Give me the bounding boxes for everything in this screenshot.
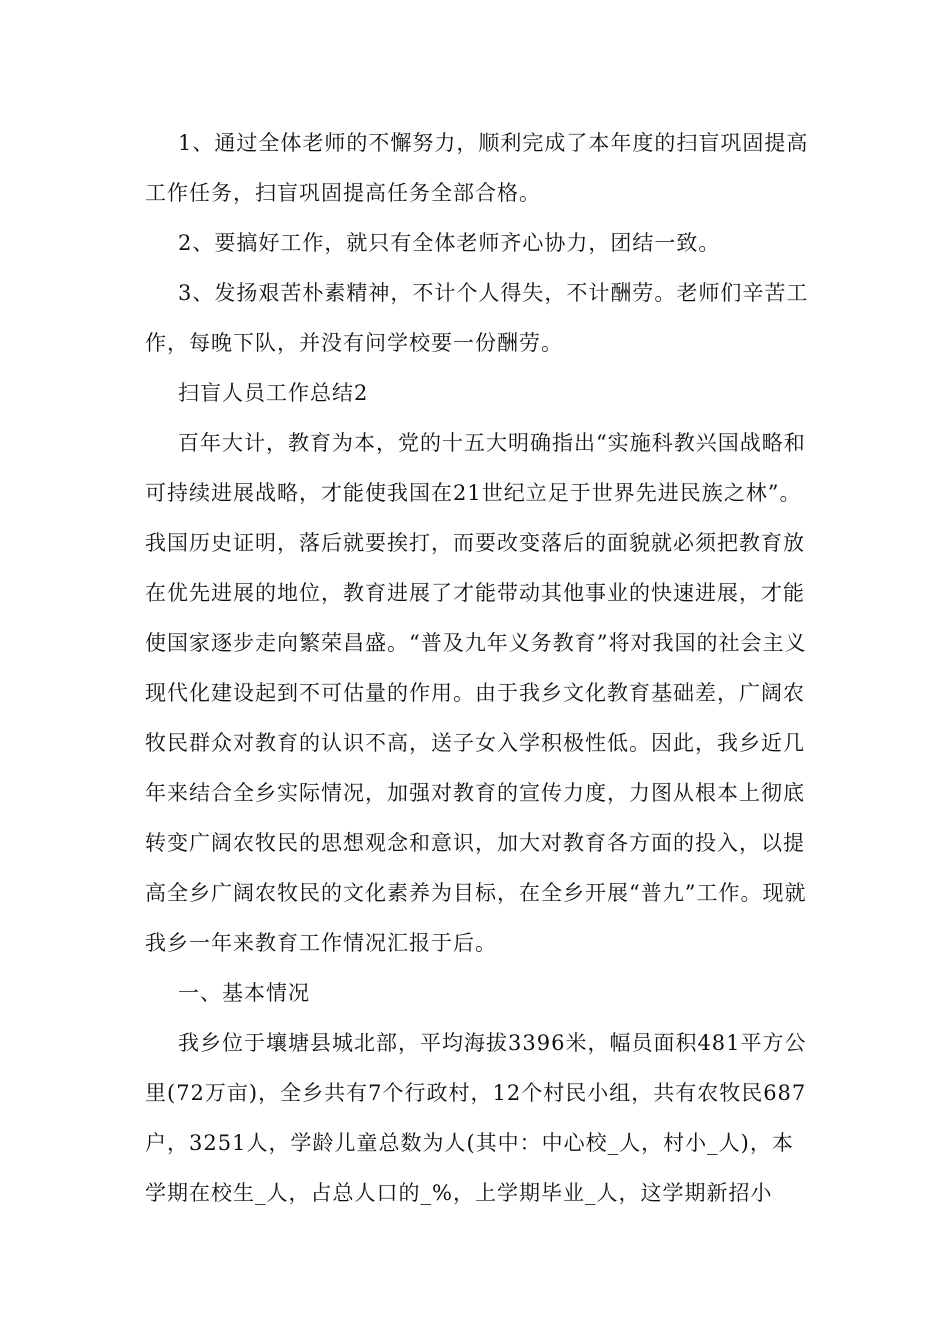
paragraph-basic-info: 我乡位于壤塘县城北部，平均海拔3396米，幅员面积481平方公里(72万亩)，全乡共有7个行政村，12个村民小组，共有农牧民687户，3251人，学龄儿童总数为人(其中：中心校_人，村小_人)，本学期在校生_人，占总人口的_%，上学期毕业_人，这学期新招小 [145, 1031, 807, 1205]
paragraph-intro: 百年大计，教育为本，党的十五大明确指出“实施科教兴国战略和可持续进展战略，才能使我国在21世纪立足于世界先进民族之林”。我国历史证明，落后就要挨打，而要改变落后的面貌就必须把教育放在优先进展的地位，教育进展了才能带动其他事业的快速进展，才能使国家逐步走向繁荣昌盛。“普及九年义务教育”将对我国的社会主义现代化建设起到不可估量的作用。由于我乡文化教育基础差，广阔农牧民群众对教育的认识不高，送子女入学积极性低。因此，我乡近几年来结合全乡实际情况，加强对教育的宣传力度，力图从根本上彻底转变广阔农牧民的思想观念和意识，加大对教育各方面的投入，以提高全乡广阔农牧民的文化素养为目标，在全乡开展“普九”工作。现就我乡一年来教育工作情况汇报于后。 [145, 431, 807, 955]
paragraph-item-3: 3、发扬艰苦朴素精神，不计个人得失，不计酬劳。老师们辛苦工作，每晚下队，并没有问学校要一份酬劳。 [145, 281, 809, 355]
section-title: 扫盲人员工作总结2 [178, 381, 369, 405]
section-heading-basic-info: 一、基本情况 [178, 981, 310, 1005]
paragraph-item-1: 1、通过全体老师的不懈努力，顺利完成了本年度的扫盲巩固提高工作任务，扫盲巩固提高任务全部合格。 [145, 131, 809, 205]
paragraph-item-2: 2、要搞好工作，就只有全体老师齐心协力，团结一致。 [178, 231, 721, 255]
